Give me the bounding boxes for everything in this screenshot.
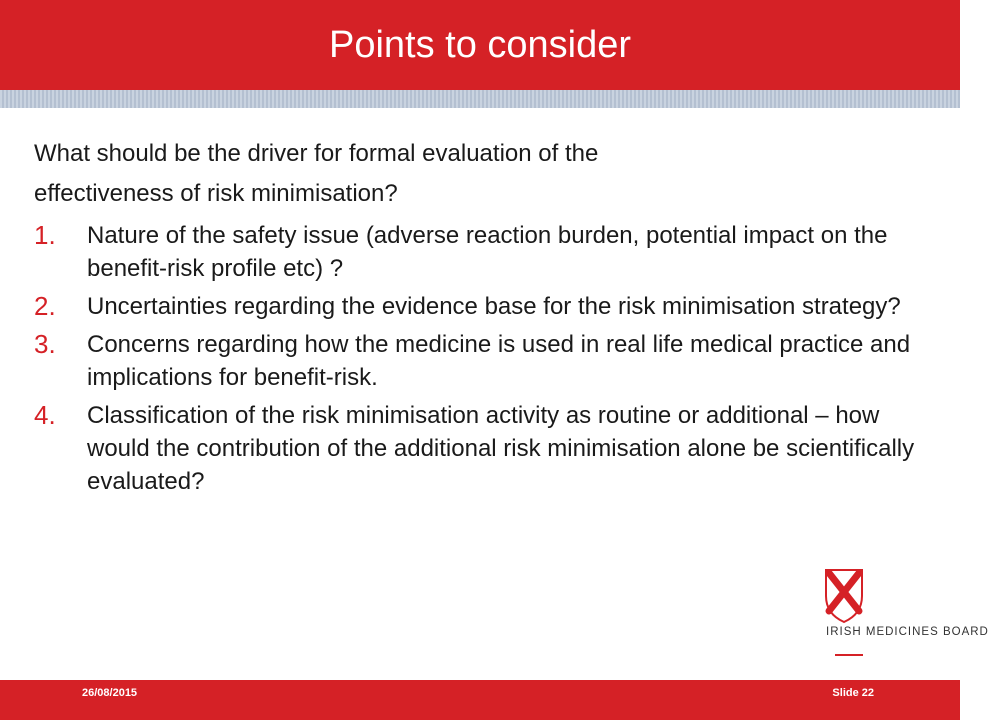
list-number: 1. bbox=[34, 220, 56, 250]
list-item-text: Classification of the risk minimisation activity as routine or additional – how would the contribution of the additional risk minimisation alone be scientifically evaluated? bbox=[87, 402, 915, 495]
logo-wordmark: IRISH MEDICINES BOARD bbox=[826, 626, 989, 638]
intro-line-1: What should be the driver for formal evaluation of the bbox=[34, 140, 599, 167]
title-bar bbox=[0, 0, 960, 90]
header-stripe bbox=[0, 90, 960, 108]
list-number: 3. bbox=[34, 329, 56, 359]
list-item bbox=[34, 328, 934, 394]
logo-underline bbox=[835, 654, 863, 656]
list-number: 2. bbox=[34, 291, 56, 321]
footer-date: 26/08/2015 bbox=[82, 687, 138, 699]
list-item-text: Nature of the safety issue (adverse reaction burden, potential impact on the benefit-risk profile etc) ? bbox=[87, 222, 888, 282]
slide-body bbox=[34, 134, 934, 498]
list-item bbox=[34, 290, 934, 323]
list-number: 4. bbox=[34, 400, 56, 430]
footer-slide-number: Slide 22 bbox=[832, 687, 874, 699]
list-item bbox=[34, 399, 934, 498]
intro-text bbox=[34, 134, 934, 214]
intro-line-2: effectiveness of risk minimisation? bbox=[34, 180, 398, 207]
slide-title: Points to consider bbox=[328, 24, 632, 66]
numbered-list bbox=[34, 219, 934, 498]
list-item-text: Uncertainties regarding the evidence base for the risk minimisation strategy? bbox=[87, 293, 901, 320]
footer-bar bbox=[0, 680, 960, 720]
list-item bbox=[34, 219, 934, 285]
list-item-text: Concerns regarding how the medicine is used in real life medical practice and implications for benefit-risk. bbox=[87, 331, 911, 391]
shield-saltire-icon bbox=[820, 566, 940, 660]
